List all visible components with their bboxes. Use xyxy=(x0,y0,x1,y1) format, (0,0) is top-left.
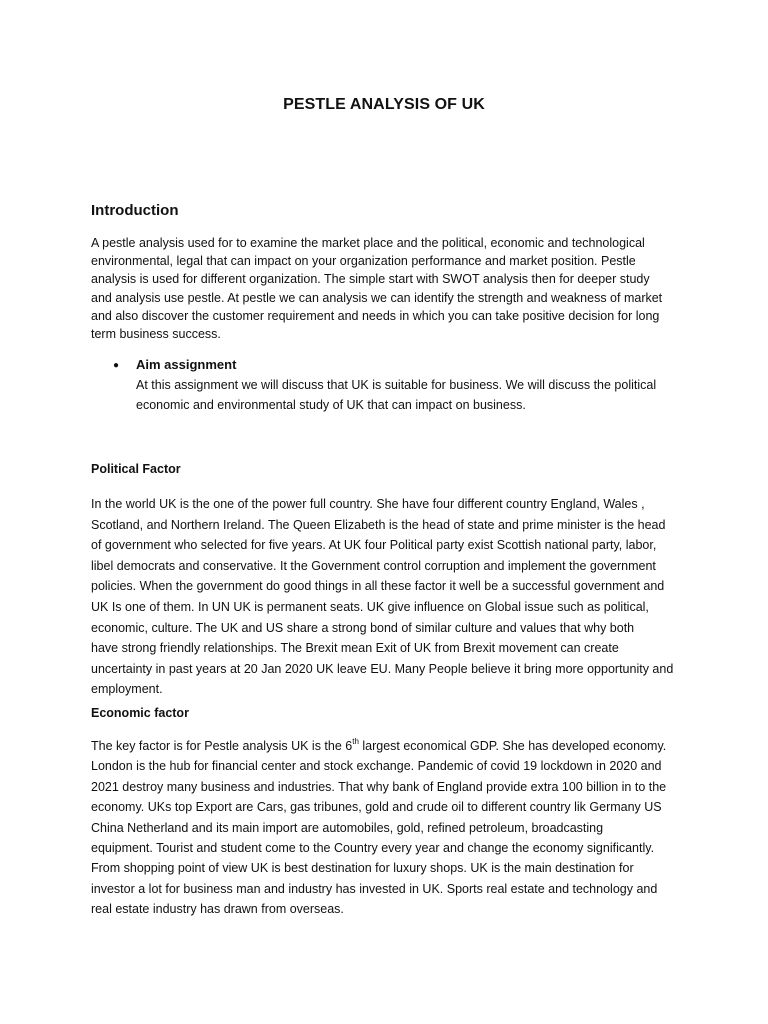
aim-paragraph xyxy=(136,376,696,415)
political-paragraph xyxy=(91,494,691,700)
aim-line: economic and environmental study of UK that can impact on business. xyxy=(136,397,526,412)
political-line: UK Is one of them. In UN UK is permanent seats. UK give influence on Global issue such as political, xyxy=(91,599,649,614)
economic-paragraph xyxy=(91,736,691,920)
introduction-line: term business success. xyxy=(91,327,221,342)
political-heading: Political Factor xyxy=(91,462,181,476)
political-line: employment. xyxy=(91,682,163,697)
economic-line-text: largest economical GDP. She has developed economy. xyxy=(358,739,667,753)
economic-line: From shopping point of view UK is best destination for luxury shops. UK is the main destination for xyxy=(91,861,634,876)
economic-line-text: The key factor is for Pestle analysis UK is the 6 xyxy=(91,739,353,753)
economic-line: China Netherland and its main import are automobiles, gold, refined petroleum, broadcasting xyxy=(91,820,604,835)
introduction-paragraph xyxy=(91,234,691,343)
political-line: libel democrats and conservative. It the Government control corruption and implement the government xyxy=(91,558,656,573)
introduction-line: environmental, legal that can impact on your organization performance and market position. Pestle xyxy=(91,254,636,269)
economic-heading: Economic factor xyxy=(91,706,189,720)
political-line: economic, culture. The UK and US share a strong bond of similar culture and values that why both xyxy=(91,620,635,635)
political-line: Scotland, and Northern Ireland. The Queen Elizabeth is the head of state and prime minister is the head xyxy=(91,517,666,532)
economic-line: real estate industry has drawn from overseas. xyxy=(91,902,344,917)
introduction-line: analysis is used for different organization. The simple start with SWOT analysis then for deeper study xyxy=(91,272,650,287)
economic-line xyxy=(91,736,691,756)
economic-line: economy. UKs top Export are Cars, gas tribunes, gold and crude oil to different country lik Germany US xyxy=(91,800,662,815)
political-line: In the world UK is the one of the power full country. She have four different country England, Wales , xyxy=(91,497,645,511)
political-line: policies. When the government do good things in all these factor it well be a successful government and xyxy=(91,579,665,594)
economic-line: London is the hub for financial center and stock exchange. Pandemic of covid 19 lockdown in 2020 and xyxy=(91,759,662,774)
economic-line: equipment. Tourist and student come to the Country every year and change the economy significantly. xyxy=(91,841,655,856)
document-title: PESTLE ANALYSIS OF UK xyxy=(283,96,485,113)
ordinal-superscript: th xyxy=(352,737,359,746)
aim-heading: Aim assignment xyxy=(136,357,237,372)
introduction-line: and also discover the customer requirement and needs in which you can take positive decision for long xyxy=(91,308,660,323)
aim-line: At this assignment we will discuss that UK is suitable for business. We will discuss the political xyxy=(136,378,657,392)
political-line: of government who selected for five years. At UK four Political party exist Scottish national party, labor, xyxy=(91,538,657,553)
bullet-icon: ● xyxy=(113,360,120,371)
introduction-line: and analysis use pestle. At pestle we can analysis we can identify the strength and weakness of market xyxy=(91,290,663,305)
political-line: have strong friendly relationships. The Brexit mean Exit of UK from Brexit movement can create xyxy=(91,641,619,656)
economic-line: investor a lot for business man and industry has invested in UK. Sports real estate and technology and xyxy=(91,881,658,896)
political-line: uncertainty in past years at 20 Jan 2020 UK leave EU. Many People believe it bring more opportunity and xyxy=(91,661,674,676)
introduction-line: A pestle analysis used for to examine the market place and the political, economic and technological xyxy=(91,236,645,250)
economic-line: 2021 destroy many business and industries. That why bank of England provide extra 100 billion in to the xyxy=(91,779,667,794)
introduction-heading: Introduction xyxy=(91,202,179,219)
